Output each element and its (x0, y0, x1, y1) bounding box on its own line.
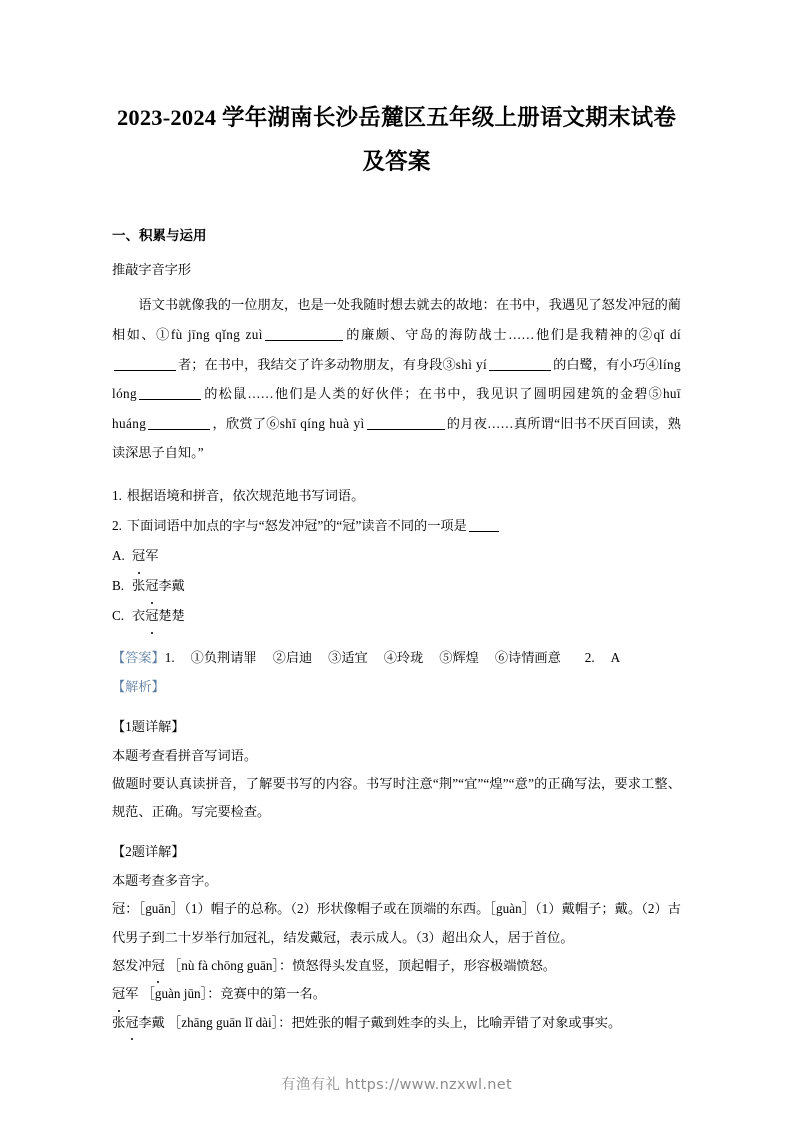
answer-blank-1[interactable] (265, 327, 343, 341)
option-b-letter: B. (112, 578, 125, 594)
answer-q2-value: A (610, 650, 621, 666)
analysis-1-paragraph-2: 做题时要认真读拼音，了解要书写的内容。书写时注意“荆”“宜”“煌”“意”的正确写法，要求工整、规范、正确。写完要检查。 (112, 775, 681, 820)
passage-segment-4: 的白鹭，有小巧④ (553, 356, 659, 372)
glossary-2-post: 军 ［guàn jūn］：竞赛中的第一名。 (125, 986, 326, 1002)
option-a-dotted-char: 冠 (132, 541, 145, 571)
passage-segment-6: ，欣赏了⑥ (212, 415, 280, 431)
option-b-dotted-char: 冠 (145, 571, 158, 601)
question-1-number: 1. (112, 488, 122, 504)
glossary-1-post: ［nù fà chōng guān］：愤怒得头发直竖，顶起帽子，形容极端愤怒。 (164, 958, 556, 973)
option-c[interactable] (112, 601, 681, 631)
answer-blank-6[interactable] (367, 416, 445, 430)
page-title: 2023-2024 学年湖南长沙岳麓区五年级上册语文期末试卷及答案 (116, 105, 677, 174)
glossary-3-dotted-char: 冠 (125, 1009, 138, 1037)
answer-item-4: ④玲珑 (383, 650, 424, 666)
pinyin-2: qǐ dí (653, 327, 682, 342)
reading-passage (112, 290, 681, 468)
option-b-post: 李戴 (158, 578, 185, 594)
pinyin-5: huī huáng (112, 386, 681, 431)
passage-segment-2: 的廉颇、守岛的海防战士……他们是我精神的② (344, 327, 654, 342)
option-b-pre: 张 (132, 578, 146, 594)
analysis-2-paragraph-1: 本题考查多音字。 (112, 872, 218, 888)
option-c-dotted-char: 冠 (145, 601, 158, 631)
question-1 (112, 481, 681, 511)
passage-segment-7: 的月夜……真所谓“旧书不厌百回读，熟读深思子自知。” (112, 415, 681, 461)
answer-blank-2[interactable] (114, 357, 176, 371)
answer-q1-number: 1. (164, 650, 175, 666)
option-b[interactable] (112, 571, 681, 601)
question-2 (112, 511, 681, 541)
option-a[interactable] (112, 541, 681, 571)
section-heading: 一、积累与运用 (112, 228, 207, 243)
passage-segment-3: 者；在书中，我结交了许多动物朋友，有身段③ (178, 356, 456, 372)
pinyin-4: líng lóng (112, 356, 682, 402)
glossary-entry-1 (112, 952, 681, 980)
option-a-letter: A. (112, 548, 125, 564)
question-2-blank[interactable] (469, 519, 499, 533)
glossary-3-pre: 张 (112, 1014, 126, 1030)
answer-item-1: ①负荆请罪 (190, 650, 257, 666)
pinyin-6: shī qíng huà yì (279, 415, 365, 431)
answer-blank-4[interactable] (139, 387, 201, 401)
glossary-2-dotted-char: 冠 (112, 980, 125, 1008)
answer-item-5: ⑤辉煌 (439, 650, 479, 666)
answer-label: 【答案】 (112, 650, 165, 666)
passage-segment-5: 的松鼠……他们是人类的好伙伴；在书中，我见识了圆明园建筑的金碧⑤ (203, 386, 663, 402)
section-subheading: 推敲字音字形 (112, 262, 192, 277)
analysis-1-paragraph-1: 本题考查看拼音写词语。 (112, 747, 258, 763)
answer-item-3: ③适宜 (328, 650, 368, 666)
question-2-text: 下面词语中加点的字与“怒发冲冠”的“冠”读音不同的一项是 (126, 518, 467, 534)
option-c-pre: 衣 (132, 608, 146, 624)
pinyin-1: fù jīng qǐng zuì (170, 327, 263, 342)
glossary-entry-2 (112, 980, 681, 1008)
answer-item-2: ②启迪 (272, 650, 313, 666)
answer-q2-number: 2. (584, 650, 595, 666)
answer-line (112, 643, 681, 673)
option-c-letter: C. (112, 608, 125, 624)
answer-blank-3[interactable] (489, 357, 551, 371)
answer-item-6: ⑥诗情画意 (494, 650, 561, 666)
question-2-number: 2. (112, 518, 122, 534)
analysis-2-paragraph-2: 冠：［guān］（1）帽子的总称。（2）形状像帽子或在顶端的东西。［guàn］（1）戴帽子；戴。（2）古代男子到二十岁举行加冠礼，结发戴冠，表示成人。（3）超出众人，居于首位。 (112, 901, 681, 945)
passage-segment-1: 语文书就像我的一位朋友，也是一处我随时想去就去的故地：在书中，我遇见了怒发冲冠的蔺相如、① (112, 297, 681, 342)
analysis-1-heading: 【1题详解】 (112, 718, 185, 734)
glossary-1-pre: 怒发冲 (112, 958, 152, 973)
answer-blank-5[interactable] (148, 416, 210, 430)
option-a-post: 军 (145, 548, 159, 564)
option-c-post: 楚楚 (158, 608, 185, 624)
glossary-1-dotted-char: 冠 (152, 952, 165, 980)
pinyin-3: shì yí (455, 356, 488, 372)
glossary-3-post: 李戴 ［zhāng guān lǐ dài］：把姓张的帽子戴到姓李的头上，比喻弄错了对象或事实。 (138, 1014, 622, 1030)
footer-watermark: 有渔有礼 https://www.nzxwl.net (281, 1077, 512, 1093)
analysis-label: 【解析】 (112, 679, 165, 695)
glossary-entry-3 (112, 1009, 681, 1037)
analysis-2-heading: 【2题详解】 (112, 843, 185, 859)
question-1-text: 根据语境和拼音，依次规范地书写词语。 (126, 488, 365, 504)
